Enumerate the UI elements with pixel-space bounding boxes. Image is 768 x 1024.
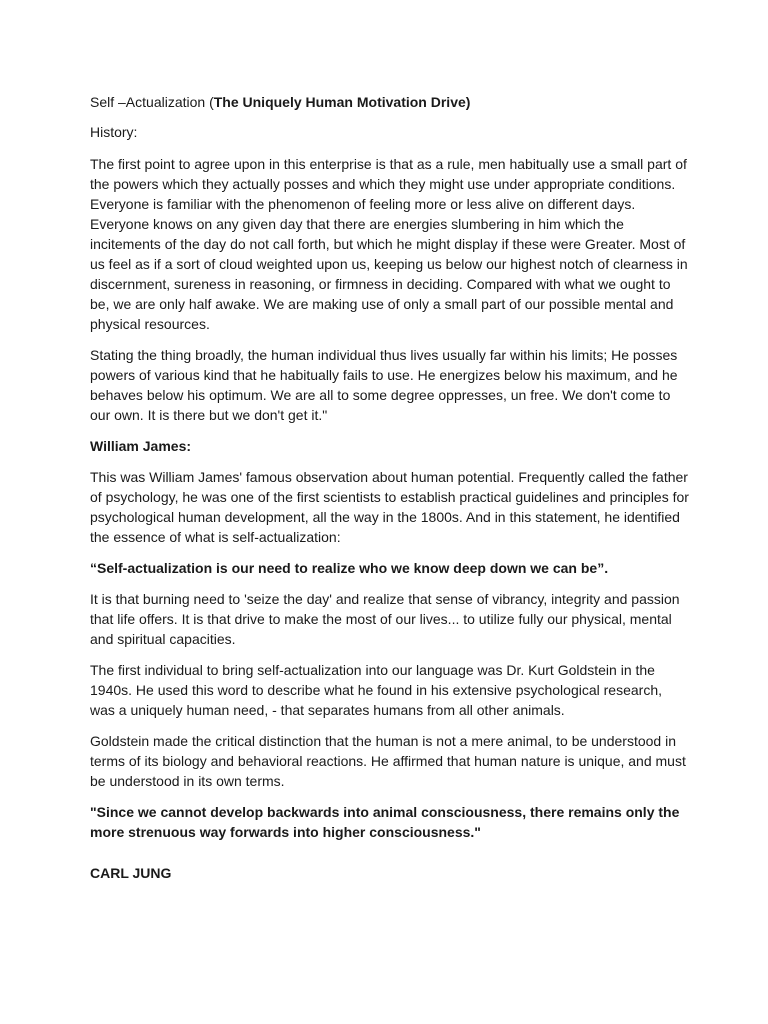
history-label: History: xyxy=(90,124,138,140)
author-william-james: William James: xyxy=(90,438,192,454)
title-bold: The Uniquely Human Motivation Drive) xyxy=(213,94,471,110)
author-carl-jung: CARL JUNG xyxy=(90,865,172,881)
document-title xyxy=(90,92,690,112)
quote-jung: "Since we cannot develop backwards into animal consciousness, there remains only the more strenuous way forwards into higher consciousness." xyxy=(90,804,680,840)
paragraph-4: It is that burning need to 'seize the day' and realize that sense of vibrancy, integrity and passion that life offers. It is that drive to make the most of our lives... to utilize fully our physical, mental and spiritual capacities. xyxy=(90,591,680,647)
paragraph-2: Stating the thing broadly, the human individual thus lives usually far within his limits; He posses powers of various kind that he habitually fails to use. He energizes below his maximum, and he behaves below his optimum. We are all to some degree oppresses, un free. We don't come to our own. It is there but we don't get it." xyxy=(90,347,678,423)
document-page xyxy=(90,92,690,883)
paragraph-5: The first individual to bring self-actualization into our language was Dr. Kurt Goldstein in the 1940s. He used this word to describe what he found in his extensive psychological research, was a uniquely human need, - that separates humans from all other animals. xyxy=(90,662,662,718)
title-prefix: Self –Actualization ( xyxy=(90,94,214,110)
paragraph-6: Goldstein made the critical distinction that the human is not a mere animal, to be understood in terms of its biology and behavioral reactions. He affirmed that human nature is unique, and must be understood in its own terms. xyxy=(90,733,686,789)
paragraph-1: The first point to agree upon in this enterprise is that as a rule, men habitually use a small part of the powers which they actually posses and which they might use under appropriate conditions. Everyone is familiar with the phenomenon of feeling more or less alive on different days. Everyone knows on any given day that there are energies slumbering in him which the incitements of the day do not call forth, but which he might display if these were Greater. Most of us feel as if a sort of cloud weighted upon us, keeping us below our highest notch of clearness in discernment, sureness in reasoning, or firmness in deciding. Compared with what we ought to be, we are only half awake. We are making use of only a small part of our possible mental and physical resources. xyxy=(90,156,688,332)
quote-self-actualization: “Self-actualization is our need to realize who we know deep down we can be”. xyxy=(90,560,609,576)
paragraph-3: This was William James' famous observation about human potential. Frequently called the father of psychology, he was one of the first scientists to establish practical guidelines and principles for psychological human development, all the way in the 1800s. And in this statement, he identified the essence of what is self-actualization: xyxy=(90,469,689,545)
